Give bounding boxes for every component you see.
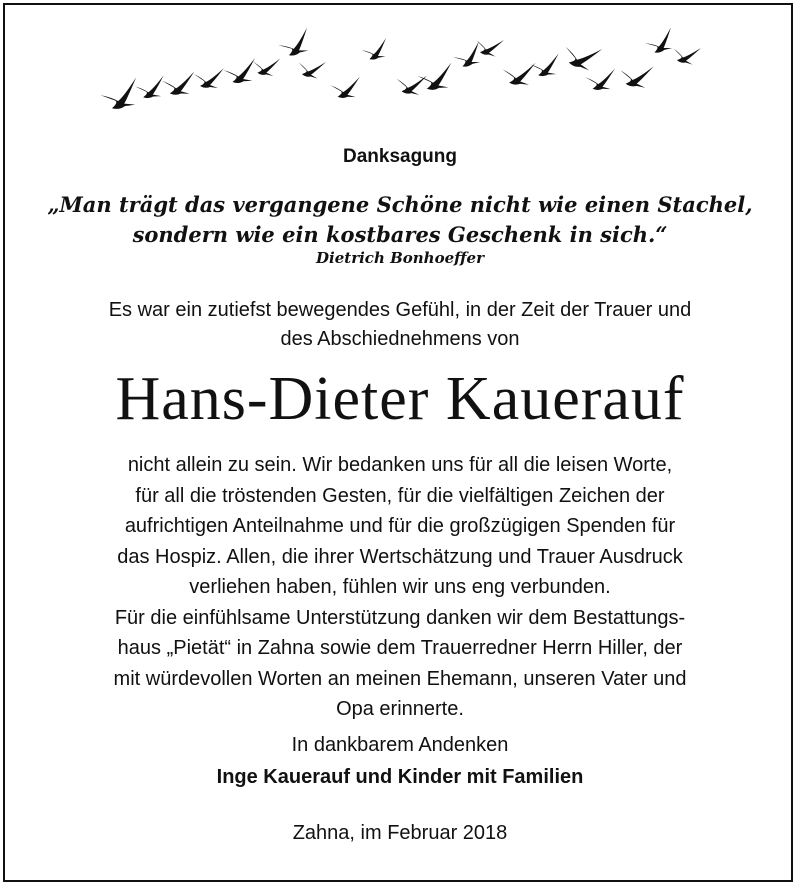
bird-icon bbox=[296, 57, 326, 79]
quote-line: „Man trägt das vergangene Schöne nicht wie einen Stachel, bbox=[47, 192, 753, 217]
intro-line: Es war ein zutiefst bewegendes Gefühl, in der Zeit der Trauer und bbox=[108, 299, 692, 321]
body-line: Für die einfühlsame Unterstützung danken wir dem Bestattungs- bbox=[114, 606, 686, 629]
bird-icon bbox=[162, 71, 197, 96]
bird-icon bbox=[134, 75, 167, 100]
body-line: mit würdevollen Worten an meinen Ehemann, unseren Vater und bbox=[113, 667, 687, 690]
signers: Inge Kauerauf und Kinder mit Familien bbox=[216, 766, 584, 788]
bird-icon bbox=[643, 28, 678, 56]
body-line: haus „Pietät“ in Zahna sowie dem Trauerredner Herrn Hiller, der bbox=[117, 637, 683, 659]
bird-icon bbox=[416, 62, 456, 92]
body-line: für all die tröstenden Gesten, für die vielfältigen Zeichen der bbox=[135, 484, 665, 507]
quote-line: sondern wie ein kostbares Geschenk in sich.“ bbox=[132, 222, 668, 247]
quote-author: Dietrich Bonhoeffer bbox=[316, 249, 484, 267]
deceased-name: Hans-Dieter Kauerauf bbox=[115, 365, 685, 433]
bird-icon bbox=[252, 56, 280, 76]
bird-icon bbox=[561, 40, 602, 72]
body-line: nicht allein zu sein. Wir bedanken uns für all die leisen Worte, bbox=[127, 454, 673, 476]
bird-icon bbox=[585, 69, 617, 92]
quote bbox=[0, 190, 800, 250]
bird-icon bbox=[671, 43, 701, 65]
bird-icon bbox=[474, 35, 504, 57]
bird-icon bbox=[451, 41, 486, 70]
body-text bbox=[0, 450, 800, 725]
body-line: das Hospiz. Allen, die ihrer Wertschätzung und Trauer Ausdruck bbox=[117, 545, 683, 568]
intro-text bbox=[0, 296, 800, 354]
bird-icon bbox=[503, 63, 536, 85]
notice-heading: Danksagung bbox=[342, 146, 458, 167]
body-line: Opa erinnerte. bbox=[336, 698, 464, 720]
bird-icon bbox=[276, 28, 315, 60]
body-line: verliehen haben, fühlen wir uns eng verbunden. bbox=[189, 576, 611, 598]
bird-icon bbox=[395, 73, 427, 96]
bird-icon bbox=[330, 77, 362, 100]
bird-icon bbox=[360, 38, 391, 62]
closing-phrase: In dankbarem Andenken bbox=[291, 734, 509, 756]
bird-icon bbox=[223, 58, 259, 85]
flying-birds-icon bbox=[90, 28, 710, 138]
bird-icon bbox=[529, 53, 562, 78]
bird-icon bbox=[619, 64, 654, 89]
body-line: aufrichtigen Anteilnahme und für die großzügigen Spenden für bbox=[124, 515, 676, 537]
bird-icon bbox=[98, 78, 142, 113]
intro-line: des Abschiednehmens von bbox=[280, 328, 520, 350]
bird-icon bbox=[194, 68, 224, 88]
place-date: Zahna, im Februar 2018 bbox=[292, 822, 508, 844]
